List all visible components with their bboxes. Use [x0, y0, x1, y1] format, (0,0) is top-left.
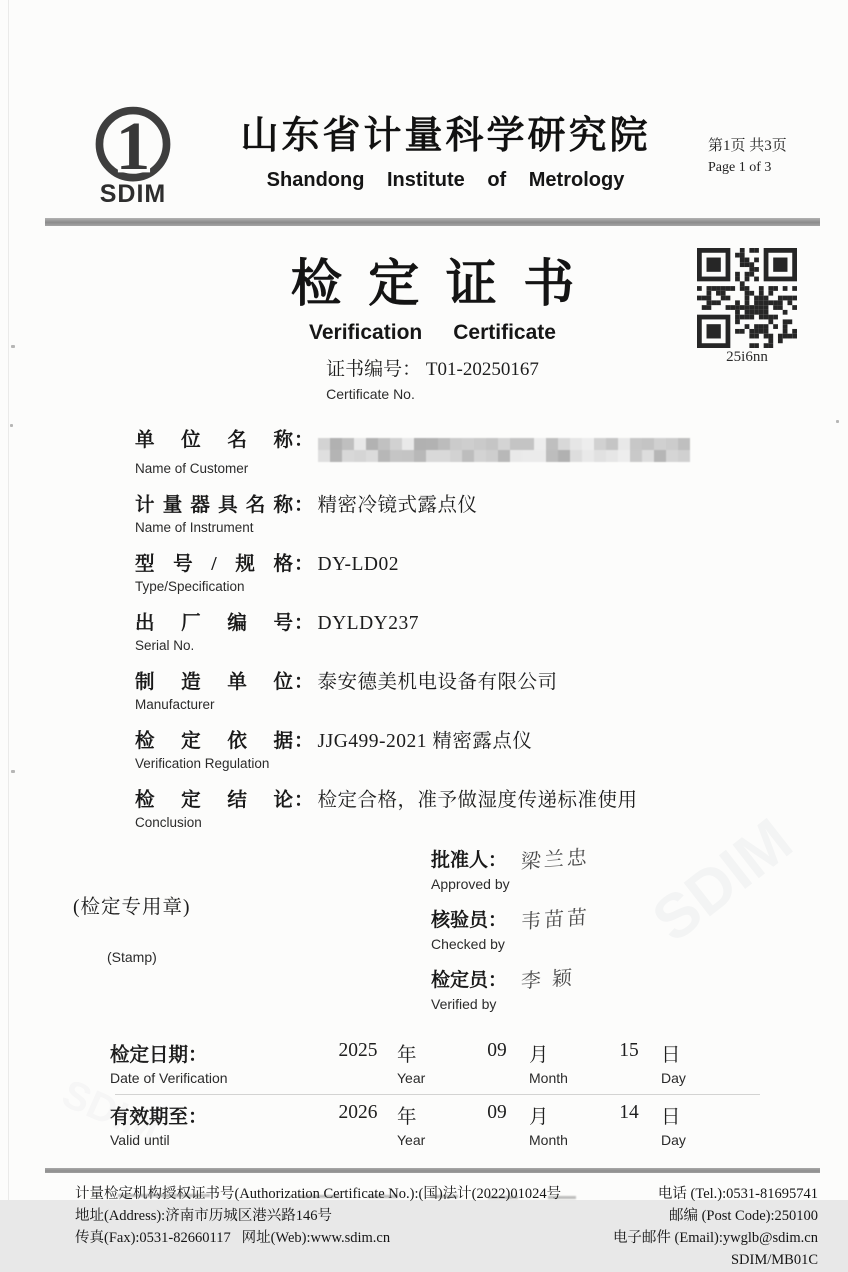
scan-artifact: [368, 1195, 398, 1198]
field-value: 精密冷镜式露点仪: [317, 495, 478, 516]
field-conclusion: [135, 784, 820, 830]
date-label-en: Date of Verification: [110, 1070, 228, 1086]
signature-verified: [431, 963, 820, 1012]
month-value: 09: [487, 1040, 507, 1061]
scan-artifact: [298, 1195, 340, 1198]
date-label-cn: 检定日期：: [110, 1045, 208, 1066]
handwritten-signature: 梁兰忠: [520, 846, 591, 874]
field-colon: ：: [294, 430, 314, 451]
email: 电子邮件 (Email):ywglb@sdim.cn: [612, 1229, 818, 1246]
year-unit-en: Year: [397, 1132, 426, 1148]
qr-caption: 25i6nn: [726, 349, 768, 365]
sdim-logo: [83, 100, 183, 209]
field-label-en: Manufacturer: [135, 697, 215, 712]
field-colon: ：: [294, 613, 314, 634]
sig-label-cn: 批准人：: [431, 850, 508, 871]
field-type: [135, 548, 820, 594]
certificate-number-block: [326, 354, 539, 402]
page-indicator-en: Page 1 of 3: [708, 159, 772, 175]
field-label-en: Name of Instrument: [135, 520, 254, 535]
field-serial: [135, 607, 820, 653]
field-manufacturer: [135, 666, 820, 712]
authorization-no: 计量检定机构授权证书号(Authorization Certificate No.):(国)法计(2022)01024号: [75, 1186, 562, 1202]
scan-speck: [10, 424, 13, 427]
month-unit-cn: 月: [529, 1107, 549, 1128]
field-instrument: [135, 489, 820, 535]
date-of-verification-row: [110, 1033, 820, 1094]
stamp-label-en: (Stamp): [107, 949, 157, 965]
day-unit-en: Day: [661, 1070, 686, 1086]
page-indicator-cn: 第1页 共3页: [708, 138, 787, 154]
institute-name-cn: 山东省计量科学研究院: [240, 115, 651, 157]
year-unit-en: Year: [397, 1070, 426, 1086]
scan-artifact: [548, 1196, 576, 1199]
field-label-en: Verification Regulation: [135, 756, 270, 771]
footer-divider-bar: [45, 1168, 820, 1173]
faint-watermark: SDIM: [640, 805, 805, 956]
field-colon: ：: [294, 495, 314, 516]
certificate-title-block: [45, 242, 820, 404]
signatures-block: [403, 843, 820, 1023]
month-unit-en: Month: [529, 1132, 568, 1148]
year-value: 2025: [338, 1040, 378, 1061]
field-label-cn: 制造单位: [135, 672, 293, 693]
field-value: 检定合格，准予做湿度传递标准使用: [317, 790, 638, 811]
qr-code-block: [692, 248, 802, 366]
stamp-block: [45, 843, 403, 1023]
date-label-en: Valid until: [110, 1132, 170, 1148]
field-colon: ：: [294, 672, 314, 693]
address: 地址(Address):济南市历城区港兴路146号: [75, 1207, 332, 1224]
field-label-cn: 单位名称: [135, 430, 293, 451]
sig-label-en: Checked by: [431, 936, 505, 952]
day-value: 14: [619, 1102, 639, 1123]
month-unit-en: Month: [529, 1070, 568, 1086]
field-customer: [135, 424, 820, 476]
fax-and-web: 传真(Fax):0531-82660117 网址(Web):www.sdim.cn: [75, 1229, 391, 1246]
field-label-en: Conclusion: [135, 815, 202, 830]
sig-label-cn: 检定员：: [431, 970, 508, 991]
year-unit-cn: 年: [397, 1045, 417, 1066]
document-code: SDIM/MB01C: [730, 1252, 818, 1269]
field-label-en: Type/Specification: [135, 579, 245, 594]
svg-text:1: 1: [115, 108, 151, 184]
date-label-cn: 有效期至：: [110, 1107, 208, 1128]
valid-until-row: [110, 1095, 820, 1156]
field-value: DYLDY237: [317, 613, 420, 634]
header-divider-bar: [45, 218, 820, 226]
scan-speck: [836, 420, 839, 423]
scan-artifact: [118, 1194, 210, 1197]
handwritten-signature: 李 颖: [520, 967, 576, 993]
page-indicator: [708, 100, 820, 178]
sig-label-en: Approved by: [431, 876, 510, 892]
signature-approved: [431, 843, 820, 892]
handwritten-signature: 韦苗苗: [520, 906, 591, 934]
field-regulation: [135, 725, 820, 771]
month-unit-cn: 月: [529, 1045, 549, 1066]
day-unit-en: Day: [661, 1132, 686, 1148]
field-colon: ：: [294, 554, 314, 575]
field-value: DY-LD02: [317, 554, 400, 575]
signature-area: [45, 843, 820, 1023]
day-unit-cn: 日: [661, 1107, 681, 1128]
month-value: 09: [487, 1102, 507, 1123]
certificate-title-en: Verification Certificate: [309, 321, 556, 344]
scan-speck: [11, 345, 15, 348]
stamp-label-cn: (检定专用章): [73, 897, 191, 918]
redacted-customer-name: [318, 438, 690, 462]
qr-code: [697, 248, 797, 348]
year-unit-cn: 年: [397, 1107, 417, 1128]
day-value: 15: [619, 1040, 639, 1061]
sdim-logo-icon: [85, 100, 181, 192]
field-label-cn: 计量器具名称: [135, 495, 293, 516]
post-code: 邮编 (Post Code):250100: [668, 1207, 818, 1224]
field-value: JJG499-2021 精密露点仪: [317, 731, 533, 752]
field-label-cn: 出厂编号: [135, 613, 293, 634]
field-label-cn: 检定依据: [135, 731, 293, 752]
institute-name-en: Shandong Institute of Metrology: [266, 169, 625, 191]
field-colon: ：: [294, 731, 314, 752]
certificate-number-label-en: Certificate No.: [326, 386, 415, 402]
field-value: 泰安德美机电设备有限公司: [317, 672, 558, 693]
dates-section: [110, 1033, 820, 1156]
logo-text: SDIM: [99, 180, 167, 208]
field-label-cn: 型号/规格: [135, 554, 293, 575]
year-value: 2026: [338, 1102, 378, 1123]
field-label-cn: 检定结论: [135, 790, 293, 811]
scan-artifact: [430, 1195, 458, 1198]
signature-checked: [431, 903, 820, 952]
certificate-title-cn: 检定证书: [290, 257, 601, 313]
sig-label-cn: 核验员：: [431, 910, 508, 931]
field-label-en: Name of Customer: [135, 461, 249, 476]
field-label-en: Serial No.: [135, 638, 195, 653]
certificate-fields: [135, 424, 820, 830]
certificate-number: 证书编号： T01-20250167: [326, 359, 539, 380]
scan-speck: [11, 770, 15, 773]
letterhead: [45, 0, 820, 209]
day-unit-cn: 日: [661, 1045, 681, 1066]
phone: 电话 (Tel.):0531-81695741: [657, 1186, 818, 1202]
field-colon: ：: [294, 790, 314, 811]
scan-artifact: [488, 1196, 518, 1199]
sig-label-en: Verified by: [431, 996, 497, 1012]
